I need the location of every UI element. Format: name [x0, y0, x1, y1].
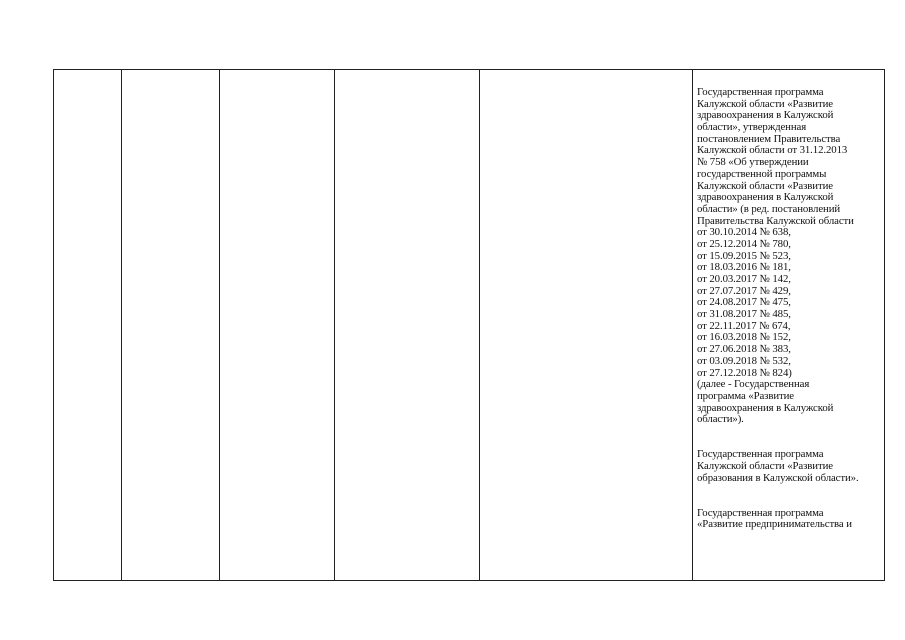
text-line: Калужской области «Развитие — [697, 97, 833, 110]
right-column-block-3 — [697, 508, 885, 531]
text-line: области», утвержденная — [697, 121, 807, 134]
right-column-block-1 — [697, 87, 885, 426]
text-line: от 22.11.2017 № 674, — [697, 319, 791, 332]
text-line: от 25.12.2014 № 780, — [697, 237, 791, 250]
text-line: области» (в ред. постановлений — [697, 202, 841, 215]
column-divider-1 — [121, 69, 122, 581]
text-line: программа «Развитие — [697, 389, 795, 402]
text-line: «Развитие предпринимательства и — [697, 518, 852, 531]
right-column-text — [697, 87, 885, 531]
text-line: постановлением Правительства — [697, 132, 841, 145]
text-line: от 27.07.2017 № 429, — [697, 284, 791, 297]
text-line: от 27.12.2018 № 824) — [697, 366, 792, 379]
text-line: от 27.06.2018 № 383, — [697, 343, 791, 356]
text-line: Калужской области от 31.12.2013 — [697, 144, 848, 157]
column-divider-4 — [479, 69, 480, 581]
text-line: от 18.03.2016 № 181, — [697, 261, 791, 274]
column-divider-2 — [219, 69, 220, 581]
text-line: от 24.08.2017 № 475, — [697, 296, 791, 309]
text-line: Государственная программа — [697, 506, 824, 519]
column-divider-5 — [692, 69, 693, 581]
text-line: от 30.10.2014 № 638, — [697, 226, 791, 239]
text-line: Государственная программа — [697, 86, 824, 98]
text-line: здравоохранения в Калужской — [697, 401, 834, 414]
paragraph-gap — [697, 426, 885, 449]
text-line: Государственная программа — [697, 448, 824, 461]
text-line: (далее - Государственная — [697, 378, 810, 391]
text-line: № 758 «Об утверждении — [697, 156, 809, 169]
paragraph-gap — [697, 484, 885, 507]
text-line: здравоохранения в Калужской — [697, 109, 834, 122]
text-line: от 03.09.2018 № 532, — [697, 354, 791, 367]
text-line: от 31.08.2017 № 485, — [697, 308, 791, 321]
text-line: Калужской области «Развитие — [697, 179, 833, 192]
text-line: от 16.03.2018 № 152, — [697, 331, 791, 344]
right-column-block-2 — [697, 449, 885, 484]
text-line: образования в Калужской области». — [697, 471, 859, 484]
text-line: области»). — [697, 413, 744, 426]
text-line: здравоохранения в Калужской — [697, 191, 834, 204]
text-line: Калужской области «Развитие — [697, 460, 833, 473]
text-line: от 20.03.2017 № 142, — [697, 273, 791, 285]
text-line: Правительства Калужской области — [697, 214, 854, 227]
column-divider-3 — [334, 69, 335, 581]
text-line: государственной программы — [697, 167, 827, 180]
text-line: от 15.09.2015 № 523, — [697, 249, 791, 262]
